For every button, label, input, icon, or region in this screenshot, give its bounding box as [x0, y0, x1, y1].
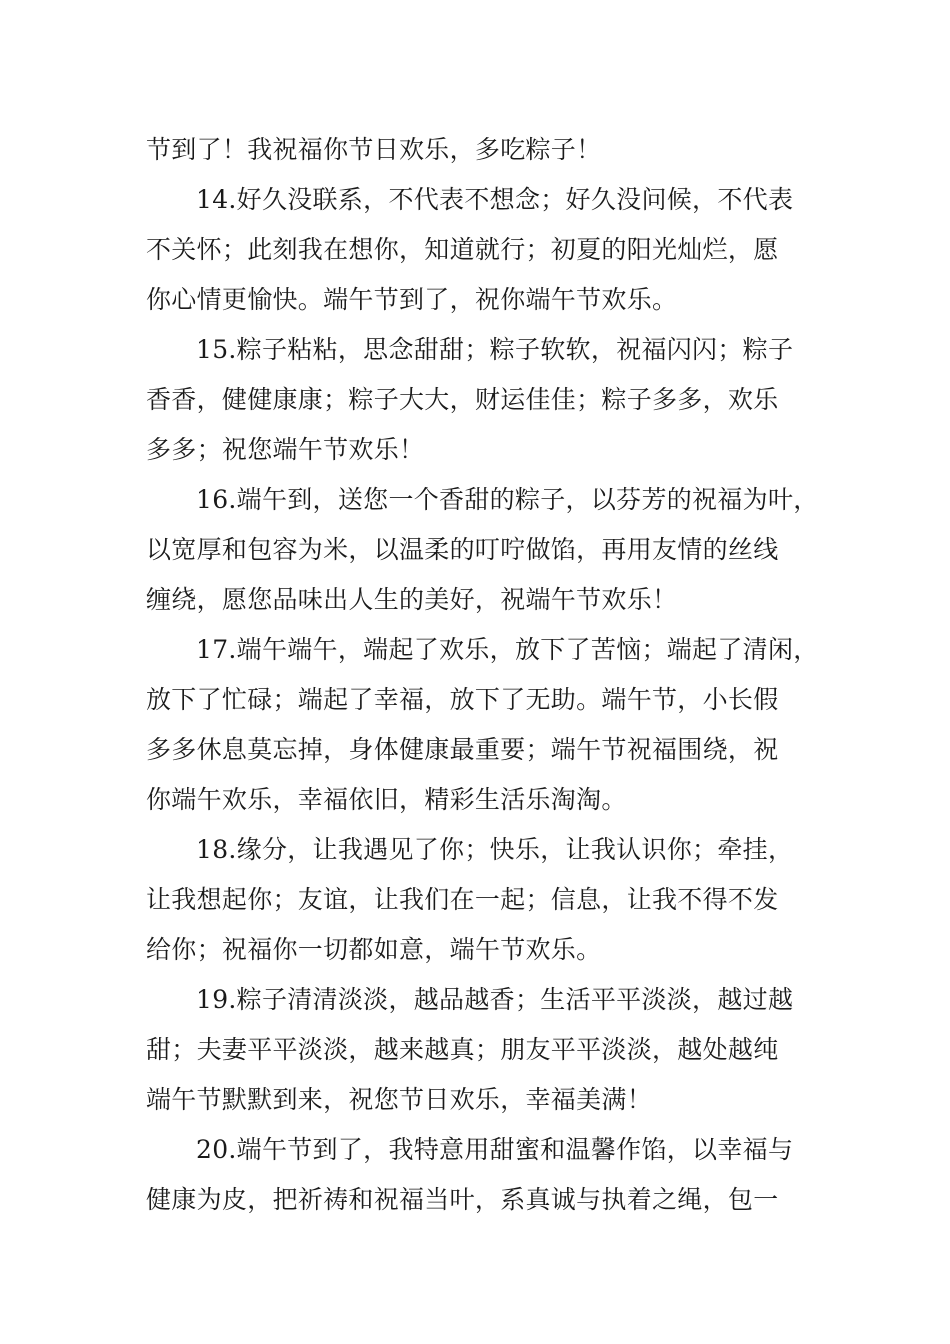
text-line: 不关怀；此刻我在想你，知道就行；初夏的阳光灿烂，愿	[146, 235, 779, 264]
list-item-19-line: 19.粽子清清淡淡，越品越香；生活平平淡淡，越过越	[196, 985, 794, 1014]
text-line: 甜；夫妻平平淡淡，越来越真；朋友平平淡淡，越处越纯	[146, 1035, 779, 1064]
list-item-17-line: 17.端午端午，端起了欢乐，放下了苦恼；端起了清闲，	[196, 635, 819, 664]
text-line: 给你；祝福你一切都如意，端午节欢乐。	[146, 935, 602, 964]
text-line: 节到了！我祝福你节日欢乐，多吃粽子！	[146, 135, 602, 164]
list-item-14-line: 14.好久没联系，不代表不想念；好久没问候，不代表	[196, 185, 794, 214]
text-line: 健康为皮，把祈祷和祝福当叶，系真诚与执着之绳，包一	[146, 1185, 779, 1214]
text-line: 你心情更愉快。端午节到了，祝你端午节欢乐。	[146, 285, 678, 314]
text-line: 香香，健健康康；粽子大大，财运佳佳；粽子多多，欢乐	[146, 385, 779, 414]
text-line: 让我想起你；友谊，让我们在一起；信息，让我不得不发	[146, 885, 779, 914]
text-line: 以宽厚和包容为米，以温柔的叮咛做馅，再用友情的丝线	[146, 535, 779, 564]
text-line: 你端午欢乐，幸福依旧，精彩生活乐淘淘。	[146, 785, 627, 814]
text-line: 端午节默默到来，祝您节日欢乐，幸福美满！	[146, 1085, 653, 1114]
list-item-18-line: 18.缘分，让我遇见了你；快乐，让我认识你；牵挂，	[196, 835, 794, 864]
text-line: 缠绕，愿您品味出人生的美好，祝端午节欢乐！	[146, 585, 678, 614]
text-line: 多多；祝您端午节欢乐！	[146, 435, 425, 464]
document-body	[146, 125, 819, 1225]
list-item-15-line: 15.粽子粘粘，思念甜甜；粽子软软，祝福闪闪；粽子	[196, 335, 794, 364]
text-line: 多多休息莫忘掉，身体健康最重要；端午节祝福围绕，祝	[146, 735, 779, 764]
text-line: 放下了忙碌；端起了幸福，放下了无助。端午节，小长假	[146, 685, 779, 714]
list-item-16-line: 16.端午到，送您一个香甜的粽子，以芬芳的祝福为叶，	[196, 485, 819, 514]
list-item-20-line: 20.端午节到了，我特意用甜蜜和温馨作馅，以幸福与	[196, 1135, 794, 1164]
